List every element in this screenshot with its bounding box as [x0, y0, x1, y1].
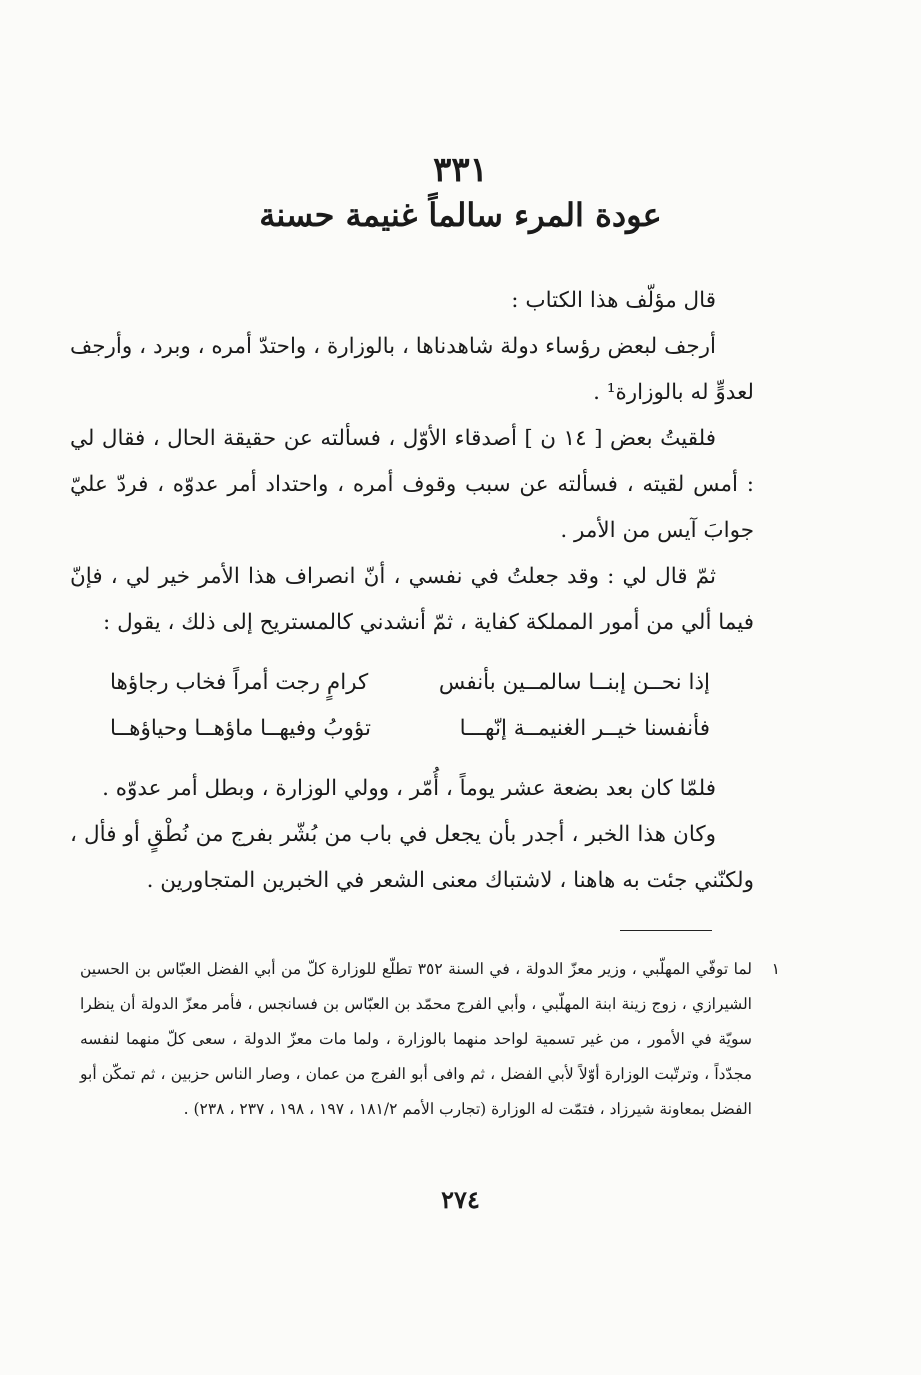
poem-hemistich: إذا نحــن إبنــا سالمــين بأنفس: [438, 670, 710, 695]
footnote-separator: [620, 930, 712, 931]
paragraph-commentary: وكان هذا الخبر ، أجدر بأن يجعل في باب من بُشّر بفرج من نُطْقٍ أو فأل ، ولكنّني جئت به هاهنا ، لاشتباك معنى الشعر في الخبرين المتجاورين .: [70, 822, 754, 893]
poem-line: [110, 660, 710, 706]
paragraph-recitation: ثمّ قال لي : وقد جعلتُ في نفسي ، أنّ انصراف هذا الأمر خير لي ، فإنّ فيما ألي من أمور المملكة كفاية ، ثمّ أنشدني كالمستريح إلى ذلك ، يقول :: [70, 564, 754, 635]
paragraph-author-intro: قال مؤلّف هذا الكتاب :: [511, 288, 716, 313]
poem: [70, 660, 754, 752]
chapter-number: ٣٣١: [433, 150, 488, 190]
paragraph-rumor: أرجف لبعض رؤساء دولة شاهدناها ، بالوزارة ، واحتدّ أمره ، وبرد ، وأرجف لعدوٍّ له بالوزارة¹ .: [70, 334, 754, 405]
poem-hemistich: كرامٍ رجت أمراً فخاب رجاؤها: [110, 670, 369, 695]
footnote-text: لما توفّي المهلّبي ، وزير معزّ الدولة ، في السنة ٣٥٢ تطلّع للوزارة كلّ من أبي الفضل العبّاس بن الحسين الشيرازي ، زوج زينة ابنة المهلّبي ، وأبي الفرج محمّد بن العبّاس بن فسانجس ، فأمر معزّ الدولة أن ينظرا سويّة في الأمور ، من غير تسمية لواحد منهما بالوزارة ، ولما مات معزّ الدولة ، سعى كلّ منهما لنفسه مجدّداً ، وترتّبت الوزارة أوّلاً لأبي الفضل ، ثم وافى أبو الفرج من عمان ، وصار الناس حزبين ، ثم تمكّن أبو الفضل بمعاونة شيرزاد ، فتمّت له الوزارة (تجارب الأمم ١٨١/٢ ، ١٩٧ ، ١٩٨ ، ٢٣٧ ، ٢٣٨) .: [80, 960, 753, 1118]
chapter-title: عودة المرء سالماً غنيمة حسنة: [259, 196, 662, 234]
paragraph-outcome: فلمّا كان بعد بضعة عشر يوماً ، أُمّر ، وولي الوزارة ، وبطل أمر عدوّه .: [102, 776, 716, 801]
page-number: ٢٧٤: [441, 1185, 480, 1214]
main-text: [70, 278, 754, 904]
footnote-number: ١: [771, 960, 780, 978]
footnote: [80, 952, 780, 1127]
paragraph-meeting: فلقيتُ بعض [ ١٤ ن ] أصدقاء الأوّل ، فسألته عن حقيقة الحال ، فقال لي : أمس لقيته ، فسألته عن سبب وقوف أمره ، واحتداد أمر عدوّه ، فردّ عليّ جوابَ آيس من الأمر .: [70, 426, 754, 543]
poem-hemistich: تؤوبُ وفيهــا ماؤهــا وحياؤهــا: [110, 716, 371, 741]
poem-line: [110, 706, 710, 752]
poem-hemistich: فأنفسنا خيــر الغنيمــة إنّهـــا: [459, 716, 710, 741]
